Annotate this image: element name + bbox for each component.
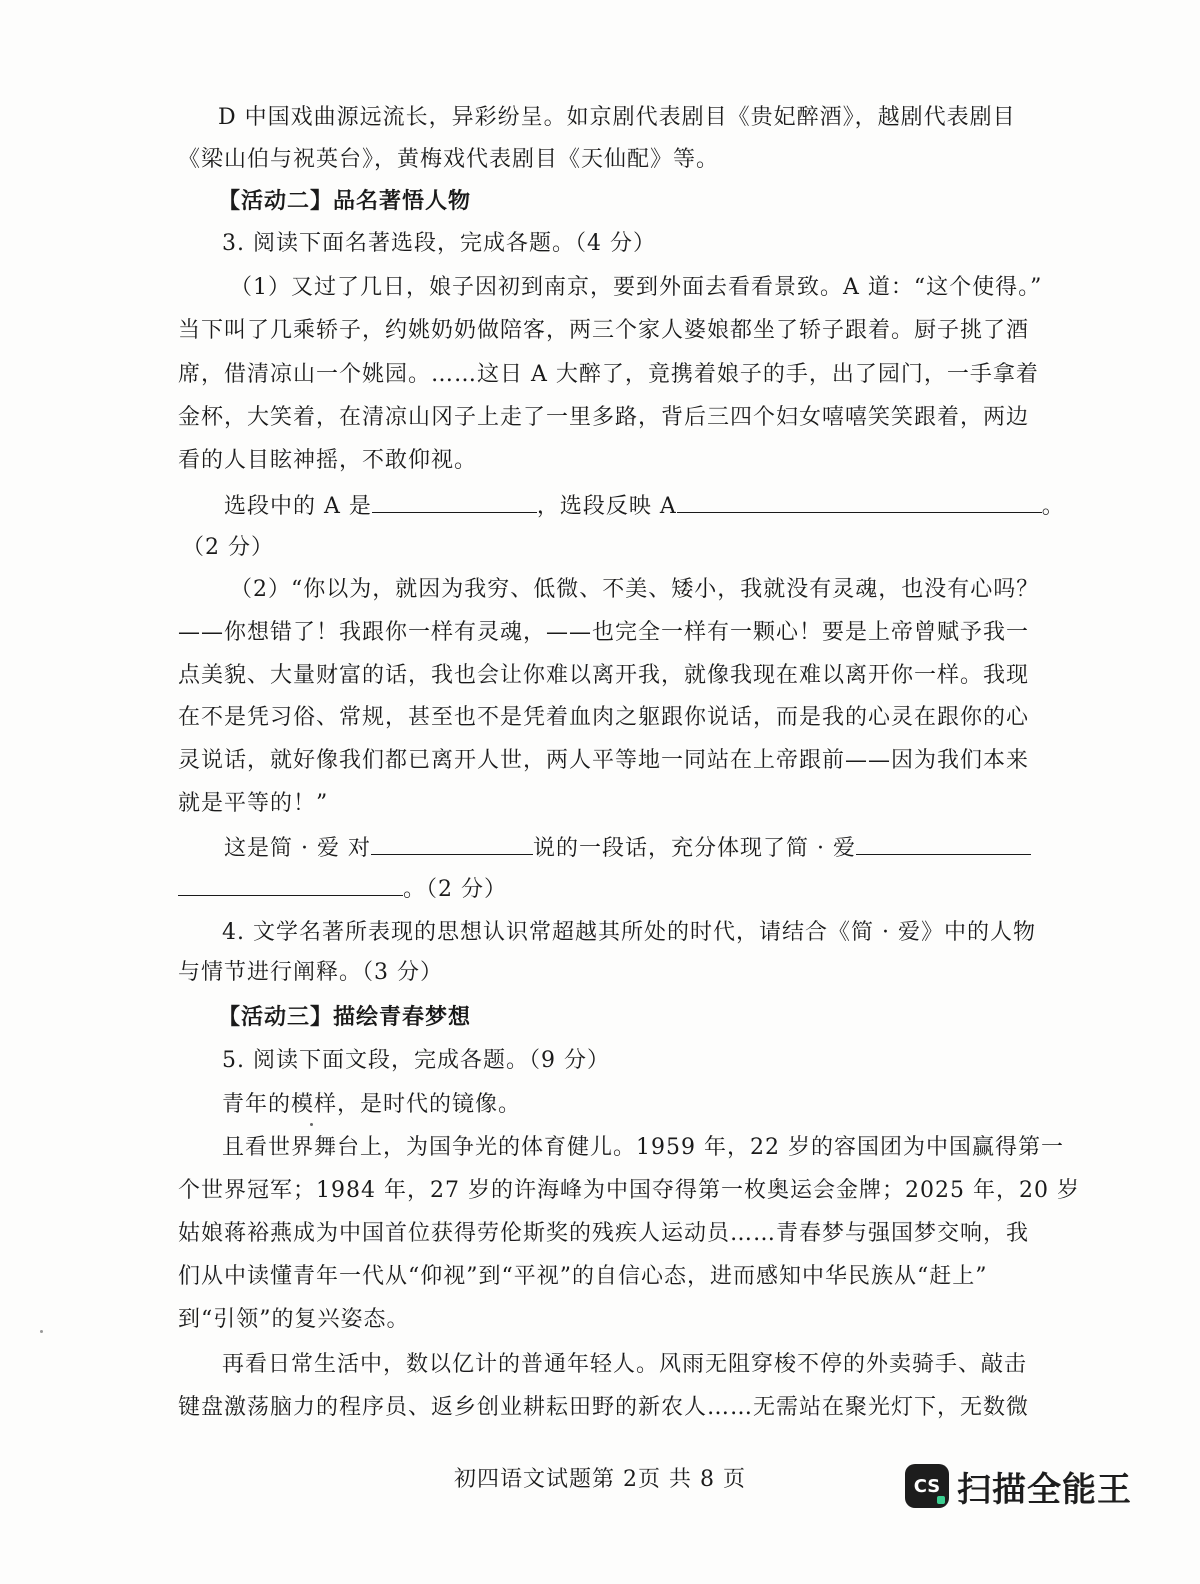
scan-speck (40, 1330, 43, 1333)
fill-label: 。 (1041, 494, 1065, 519)
fill-in-question-1 (224, 490, 1065, 522)
emphasis-dot (310, 1123, 313, 1126)
fill-label: ，选段反映 A (536, 494, 677, 519)
camscanner-logo-icon: CS (905, 1464, 949, 1508)
section-heading-activity-3: 【活动三】描绘青春梦想 (218, 1004, 472, 1030)
passage-line: 点美貌、大量财富的话，我也会让你难以离开我，就像我现在难以离开你一样。我现 (178, 663, 1030, 688)
answer-blank[interactable] (372, 490, 537, 513)
passage-line: 在不是凭习俗、常规，甚至也不是凭着血肉之躯跟你说话，而是我的心灵在跟你的心 (178, 705, 1030, 730)
passage-line: 且看世界舞台上，为国争光的体育健儿。1959 年，22 岁的容国团为中国赢得第一 (222, 1135, 1064, 1160)
score-note: （2 分） (182, 535, 274, 560)
fill-in-question-2-cont (178, 873, 507, 905)
passage-line: 灵说话，就好像我们都已离开人世，两人平等地一同站在上帝跟前——因为我们本来 (178, 748, 1030, 773)
passage-line: ——你想错了！我跟你一样有灵魂，——也完全一样有一颗心！要是上帝曾赋予我一 (178, 620, 1030, 645)
fill-label: 。（2 分） (403, 877, 507, 902)
answer-blank[interactable] (677, 490, 1042, 513)
answer-blank[interactable] (371, 832, 533, 855)
passage-line: （2）“你以为，就因为我穷、低微、不美、矮小，我就没有灵魂，也没有心吗？ (230, 577, 1040, 602)
text-line: 《梁山伯与祝英台》，黄梅戏代表剧目《天仙配》等。 (178, 147, 720, 172)
passage-line: 金杯，大笑着，在清凉山冈子上走了一里多路，背后三四个妇女嘻嘻笑笑跟着，两边 (178, 405, 1030, 430)
passage-line: 当下叫了几乘轿子，约姚奶奶做陪客，两三个家人婆娘都坐了轿子跟着。厨子挑了酒 (178, 318, 1030, 343)
passage-line: 再看日常生活中，数以亿计的普通年轻人。风雨无阻穿梭不停的外卖骑手、敲击 (222, 1352, 1028, 1377)
passage-line: 青年的模样，是时代的镜像。 (222, 1092, 522, 1117)
answer-blank[interactable] (178, 873, 403, 896)
passage-line: 就是平等的！” (178, 791, 329, 816)
question-4-prompt: 4. 文学名著所表现的思想认识常超越其所处的时代，请结合《简 · 爱》中的人物 (222, 920, 1036, 945)
section-heading-activity-2: 【活动二】品名著悟人物 (218, 188, 472, 214)
fill-label: 选段中的 A 是 (224, 494, 372, 519)
passage-line: 们从中读懂青年一代从“仰视”到“平视”的自信心态，进而感知中华民族从“赶上” (178, 1264, 988, 1289)
answer-blank[interactable] (856, 832, 1031, 855)
passage-line: 个世界冠军；1984 年，27 岁的许海峰为中国夺得第一枚奥运会金牌；2025 年，20 岁 (178, 1178, 1080, 1203)
passage-line: （1）又过了几日，娘子因初到南京，要到外面去看看景致。A 道：“这个使得。” (230, 275, 1043, 300)
question-3-prompt: 3. 阅读下面名著选段，完成各题。（4 分） (222, 231, 656, 256)
scanner-watermark (905, 1462, 1132, 1510)
fill-label: 这是简 · 爱 对 (224, 836, 371, 861)
page-footer: 初四语文试题第 2页 共 8 页 (454, 1467, 746, 1492)
question-4-prompt-cont: 与情节进行阐释。（3 分） (178, 960, 443, 985)
passage-line: 键盘激荡脑力的程序员、返乡创业耕耘田野的新农人……无需站在聚光灯下，无数微 (178, 1395, 1030, 1420)
passage-line: 姑娘蒋裕燕成为中国首位获得劳伦斯奖的残疾人运动员……青春梦与强国梦交响，我 (178, 1221, 1030, 1246)
fill-label: 说的一段话，充分体现了简 · 爱 (532, 836, 856, 861)
scanner-app-name: 扫描全能王 (957, 1469, 1132, 1510)
fill-in-question-2 (224, 832, 1031, 864)
passage-line: 席，借清凉山一个姚园。……这日 A 大醉了，竟携着娘子的手，出了园门，一手拿着 (178, 362, 1039, 387)
question-5-prompt: 5. 阅读下面文段，完成各题。（9 分） (222, 1048, 610, 1073)
passage-line: 到“引领”的复兴姿态。 (178, 1307, 410, 1332)
passage-line: 看的人目眩神摇，不敢仰视。 (178, 448, 478, 473)
text-line: D 中国戏曲源远流长，异彩纷呈。如京剧代表剧目《贵妃醉酒》，越剧代表剧目 (218, 105, 1016, 130)
